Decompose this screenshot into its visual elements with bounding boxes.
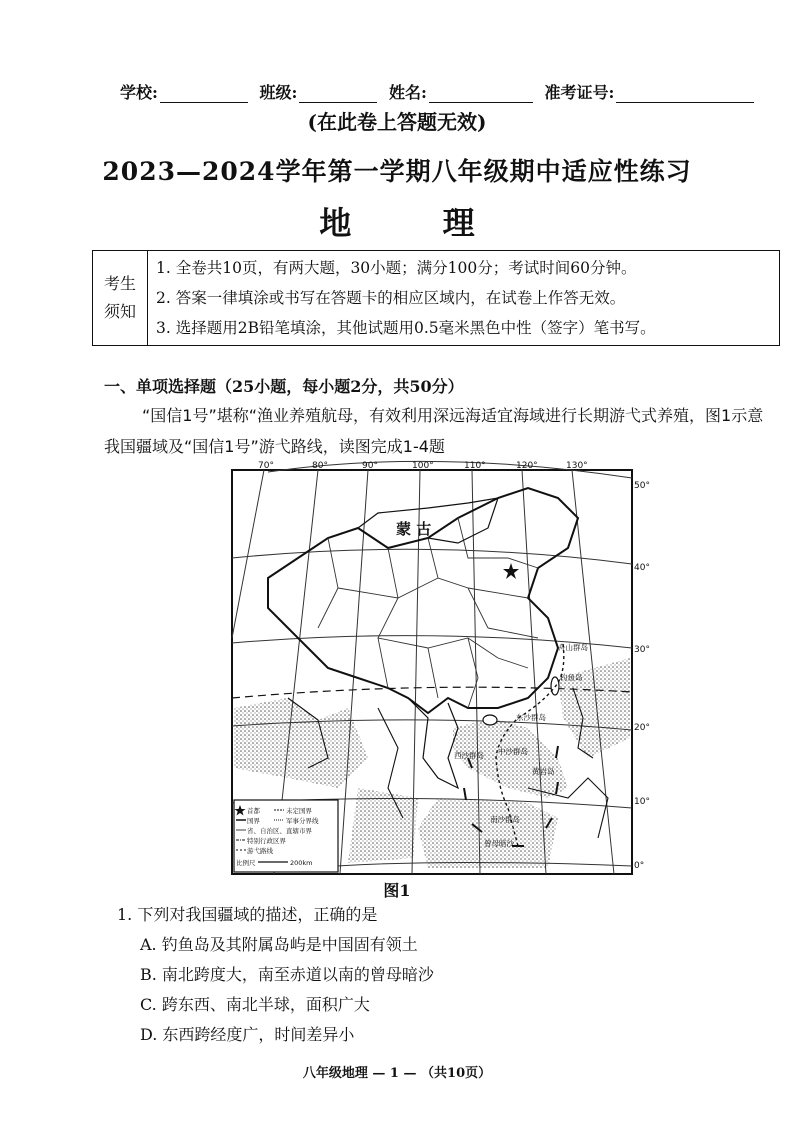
school-label: 学校:: [120, 83, 158, 102]
subject-title: 地 理: [319, 204, 515, 242]
page-footer: 八年级地理 — 1 — （共10页）: [302, 1066, 492, 1081]
map-legend: [234, 800, 338, 872]
ticket-label: 准考证号:: [544, 83, 615, 102]
option-b: B. 南北跨度大，南至赤道以南的曾母暗沙: [140, 965, 434, 984]
label-zengmu: 曾母暗沙: [484, 839, 514, 848]
instructions-label-line2: 须知: [103, 302, 136, 321]
lon-label: 90°: [362, 461, 378, 471]
lat-label: 10°: [634, 797, 650, 807]
label-xisha: 西沙群岛: [454, 751, 484, 760]
invalid-answer-notice: (在此卷上答题无效): [307, 110, 487, 134]
legend-sar-border: 特别行政区界: [247, 837, 286, 845]
instruction-item: 3. 选择题用2B铅笔填涂，其他试题用0.5毫米黑色中性（签字）笔书写。: [156, 319, 656, 337]
lon-label: 120°: [516, 461, 538, 471]
label-zhongsha: 中沙群岛: [498, 747, 528, 756]
question-options: [140, 930, 434, 1050]
legend-route: 游弋路线: [247, 847, 273, 855]
lat-label: 0°: [634, 861, 645, 871]
legend-province-border: 省、自治区、直辖市界: [247, 827, 312, 835]
lon-label: 130°: [566, 461, 588, 471]
instructions-table: [92, 250, 780, 346]
lon-label: 80°: [312, 461, 328, 471]
label-mongolia: 蒙 古: [396, 520, 432, 538]
question-intro: “国信1号”堪称“渔业养殖航母，有效利用深远海适宜海域进行长期游弋式养殖，图1示意我国疆域及“国信1号”游弋路线，读图完成1-4题: [104, 406, 764, 456]
label-dongsha: 东沙群岛: [516, 713, 546, 722]
lat-label: 50°: [634, 481, 650, 491]
question-stem: 1. 下列对我国疆域的描述，正确的是: [117, 905, 378, 924]
instruction-item: 2. 答案一律填涂或书写在答题卡的相应区域内，在试卷上作答无效。: [156, 289, 626, 307]
class-label: 班级:: [259, 83, 298, 102]
ticket-blank: [616, 86, 754, 103]
legend-undefined-border: 未定国界: [286, 807, 312, 815]
option-d: D. 东西跨经度广，时间差异小: [140, 1025, 355, 1044]
legend-scale-value: 200km: [290, 859, 313, 867]
lat-label: 20°: [634, 723, 650, 733]
option-a: A. 钓鱼岛及其附属岛屿是中国固有领土: [140, 935, 418, 954]
lat-label: 30°: [634, 645, 650, 655]
student-info-line: [120, 80, 780, 103]
legend-capital: 首都: [247, 807, 260, 815]
andaman-sea-area: [348, 788, 418, 863]
label-diaoyu: 钓鱼岛: [560, 673, 583, 682]
legend-scale: 比例尺: [236, 859, 256, 867]
hainan-island: [483, 715, 497, 725]
map-svg: [228, 458, 658, 878]
lat-label: 40°: [634, 563, 650, 573]
legend-military-line: 军事分界线: [286, 817, 319, 825]
school-blank: [160, 86, 248, 103]
lon-label: 110°: [464, 461, 486, 471]
instructions-label-line1: 考生: [103, 274, 136, 293]
lon-label: 70°: [258, 461, 274, 471]
lon-label: 100°: [412, 461, 434, 471]
instruction-item: 1. 全卷共10页，有两大题，30小题；满分100分；考试时间60分钟。: [156, 259, 637, 277]
instructions-label: [93, 251, 148, 346]
figure-caption: 图1: [383, 881, 411, 900]
exam-title: 2023—2024学年第一学期八年级期中适应性练习: [102, 157, 692, 186]
label-zhoushan: 舟山群岛: [558, 643, 588, 652]
china-territory-map: [228, 458, 658, 878]
latitude-labels: [634, 481, 650, 871]
label-nansha: 南沙群岛: [490, 815, 520, 824]
instructions-body: [148, 251, 780, 346]
label-huangyan: 黄岩岛: [532, 767, 555, 776]
name-blank: [429, 86, 533, 103]
option-c: C. 跨东西、南北半球，面积广大: [140, 995, 370, 1014]
legend-national-border: 国界: [247, 817, 260, 825]
section-heading: 一、单项选择题（25小题，每小题2分，共50分）: [104, 377, 464, 396]
class-blank: [299, 86, 377, 103]
southern-sea-area: [418, 798, 558, 868]
name-label: 姓名:: [389, 83, 427, 102]
